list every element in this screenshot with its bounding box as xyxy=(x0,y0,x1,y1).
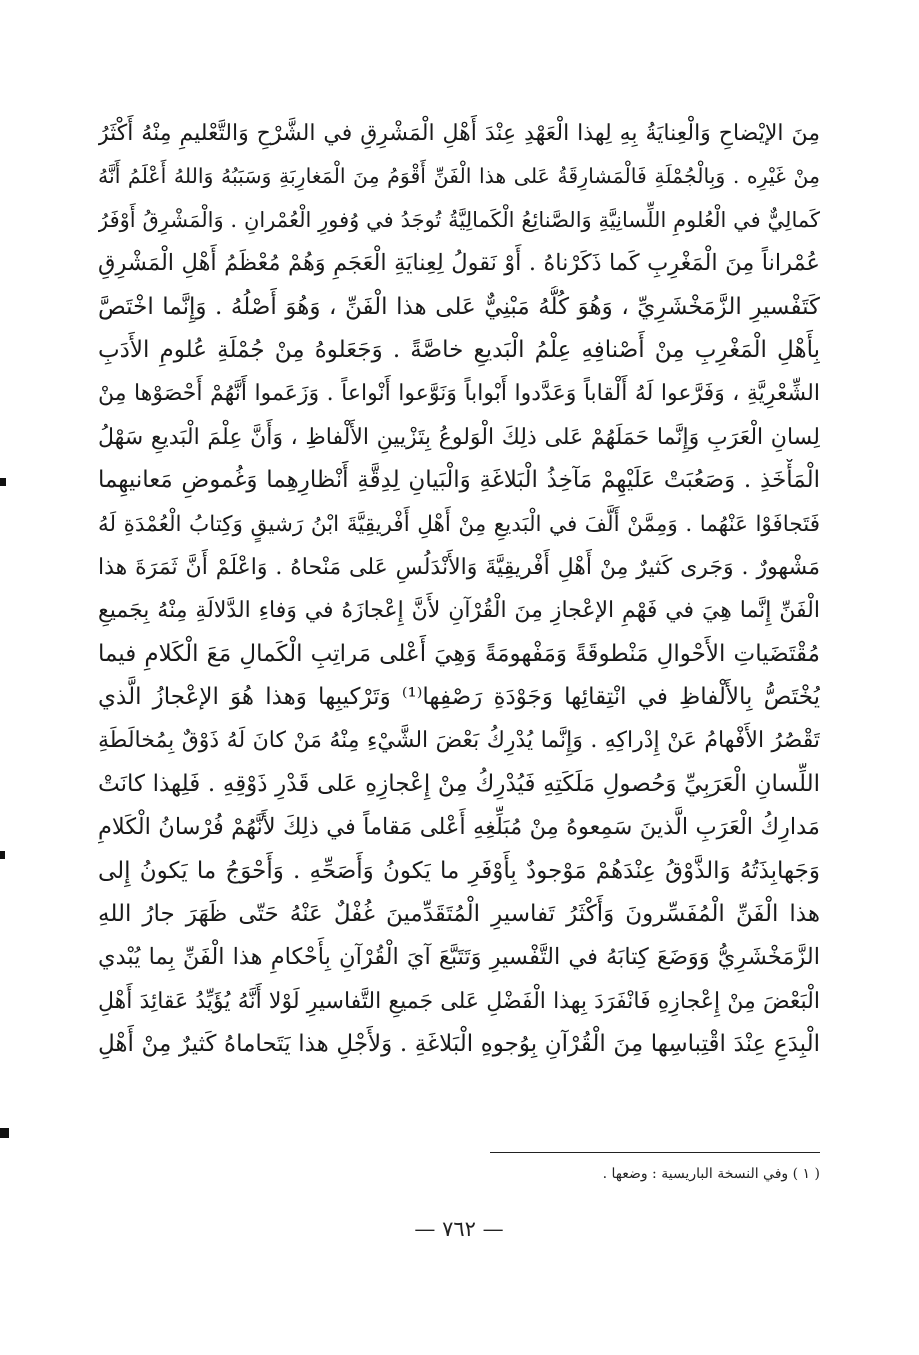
body-text xyxy=(98,112,820,1067)
text-line: الْفَنِّ إِنَّما هِيَ في فَهْمِ الإعْجازِ مِنَ الْقُرْآنِ لأَنَّ إِعْجازَهُ في وَفاءِ الدَّلالَةِ مِنْهُ بِجَميعِ xyxy=(98,598,820,624)
text-line: الزَّمَخْشَرِيُّ وَوَضَعَ كِتابَهُ في التَّفْسيرِ وَتَتَبَّعَ آيَ الْقُرْآنِ بِأَحْكامِ هذا الْفَنِّ بِما يُبْدي xyxy=(98,944,820,971)
text-line: مُقْتَضَياتِ الأَحْوالِ مَنْطوقَةً وَمَفْهومَةً وَهِيَ أَعْلى مَراتِبِ الْكَمالِ مَعَ الْكَلامِ فيما xyxy=(98,640,820,667)
text-line: الشِّعْرِيَّةِ ، وَفَرَّعوا لَهُ أَلْقاباً وَعَدَّدوا أَبْواباً وَنَوَّعوا أَنْواعاً . وَزَعَموا أَنَّهُمْ أَحْصَوْها مِنْ xyxy=(98,381,820,407)
scan-edge-mark xyxy=(0,478,6,486)
scan-edge-mark xyxy=(0,1128,9,1138)
text-line: مِنْ غَيْرِه . وَبِالْجُمْلَةِ فَالْمَشارِقَةُ عَلى هذا الْفَنِّ أَقْوَمُ مِنَ الْمَغارِبَةِ وَسَبَبُهُ وَاللهُ أَعْلَمُ أَنَّهُ xyxy=(98,164,820,189)
text-line: تَقْصُرُ الأَفْهامُ عَنْ إِدْراكِهِ . وَإِنَّما يُدْرِكُ بَعْضَ الشَّيْءِ مِنْهُ مَنْ كانَ لَهُ ذَوْقٌ بِمُخالَطَةِ xyxy=(98,728,820,754)
text-line: بِأَهْلِ الْمَغْرِبِ مِنْ أَصْنافِهِ عِلْمُ الْبَديعِ خاصَّةً . وَجَعَلوهُ مِنْ جُمْلَةِ عُلومِ الأَدَبِ xyxy=(98,336,820,363)
text-line: الْبَعْضَ مِنْ إِعْجازِهِ فَانْفَرَدَ بِهذا الْفَضْلِ عَلى جَميعِ التَّفاسيرِ لَوْلا أَنَّهُ يُؤَيِّدُ عَقائِدَ أَهْلِ xyxy=(98,988,820,1014)
text-line: وَجَهابِذَتُهُ وَالذَّوْقُ عِنْدَهُمْ مَوْجودٌ بِأَوْفَرِ ما يَكونُ وَأَصَحِّهِ . وَأَحْوَجُ ما يَكونُ إِلى xyxy=(98,857,820,884)
page-number: — ٧٦٢ — xyxy=(414,1217,504,1241)
text-line: كَمالِيٌّ في الْعُلومِ اللِّسانِيَّةِ وَالصَّنائِعُ الْكَمالِيَّةُ تُوجَدُ في وُفورِ الْعُمْرانِ . وَالْمَشْرِقُ أَوْفَرُ xyxy=(98,207,820,232)
text-line: اللِّسانِ الْعَرَبِيِّ وَحُصولِ مَلَكَتِهِ فَيُدْرِكُ مِنْ إِعْجازِهِ عَلى قَدْرِ ذَوْقِهِ . فَلِهذا كانَتْ xyxy=(98,770,820,797)
text-line: مِنَ الإيْضاحِ وَالْعِنايَةُ بِهِ لِهذا الْعَهْدِ عِنْدَ أَهْلِ الْمَشْرِقِ في الشَّرْحِ وَالتَّعْليمِ مِنْهُ أَكْثَرُ xyxy=(98,121,820,146)
text-line: لِسانِ الْعَرَبِ وَإِنَّما حَمَلَهُمْ عَلى ذلِكَ الْوَلوعُ بِتَزْيينِ الأَلْفاظِ ، وَأَنَّ عِلْمَ الْبَديعِ سَهْلُ xyxy=(98,424,820,450)
text-line: عُمْراناً مِنَ الْمَغْرِبِ كَما ذَكَرْناهُ . أَوْ نَقولُ لِعِنايَةِ الْعَجَمِ وَهُمْ مُعْظَمُ أَهْلِ الْمَشْرِقِ xyxy=(98,250,820,277)
footnote-rule xyxy=(490,1152,820,1153)
text-line: كَتَفْسيرِ الزَّمَخْشَرِيِّ ، وَهُوَ كُلُّهُ مَبْنِيٌّ عَلى هذا الْفَنِّ ، وَهُوَ أَصْلُهُ . وَإِنَّما اخْتَصَّ xyxy=(98,293,820,320)
footnote: ( ١ ) وفي النسخة الباريسية : وضعها . xyxy=(602,1166,820,1182)
text-line: هذا الْفَنِّ الْمُفَسِّرونَ وَأَكْثَرُ تَفاسيرِ الْمُتَقَدِّمينَ غُفْلٌ عَنْهُ حَتّى ظَهَرَ جارُ اللهِ xyxy=(98,901,820,928)
text-line: الْبِدَعِ عِنْدَ اقْتِباسِها مِنَ الْقُرْآنِ بِوُجوهِ الْبَلاغَةِ . وَلأَجْلِ هذا يَتَحاماهُ كَثيرٌ مِنْ أَهْلِ xyxy=(98,1031,820,1058)
scan-edge-mark xyxy=(0,851,5,859)
text-line: الْمَأْخَذِ . وَصَعُبَتْ عَلَيْهِمْ مَآخِذُ الْبَلاغَةِ وَالْبَيانِ لِدِقَّةِ أَنْظارِهِما وَغُموضِ مَعانيهِما xyxy=(98,467,820,494)
text-line: مَدارِكُ الْعَرَبِ الَّذينَ سَمِعوهُ مِنْ مُبَلِّغِهِ أَعْلى مَقاماً في ذلِكَ لأَنَّهُمْ فُرْسانُ الْكَلامِ xyxy=(98,814,820,841)
text-line: مَشْهورٌ . وَجَرى كَثيرٌ مِنْ أَهْلِ أَفْريقِيَّةَ وَالأَنْدَلُسِ عَلى مَنْحاهُ . وَاعْلَمْ أَنَّ ثَمَرَةَ هذا xyxy=(98,554,820,580)
text-line: يُخْتَصُّ بِالأَلْفاظِ في انْتِقائِها وَجَوْدَةِ رَصْفِها⁽¹⁾ وَتَرْكيبِها وَهذا هُوَ الإعْجازُ الَّذي xyxy=(98,684,820,711)
text-line: فَتَجافَوْا عَنْهُما . وَمِمَّنْ أَلَّفَ في الْبَديعِ مِنْ أَهْلِ أَفْريقِيَّةَ ابْنُ رَشيقٍ وَكِتابُ الْعُمْدَةِ لَهُ xyxy=(98,511,820,537)
